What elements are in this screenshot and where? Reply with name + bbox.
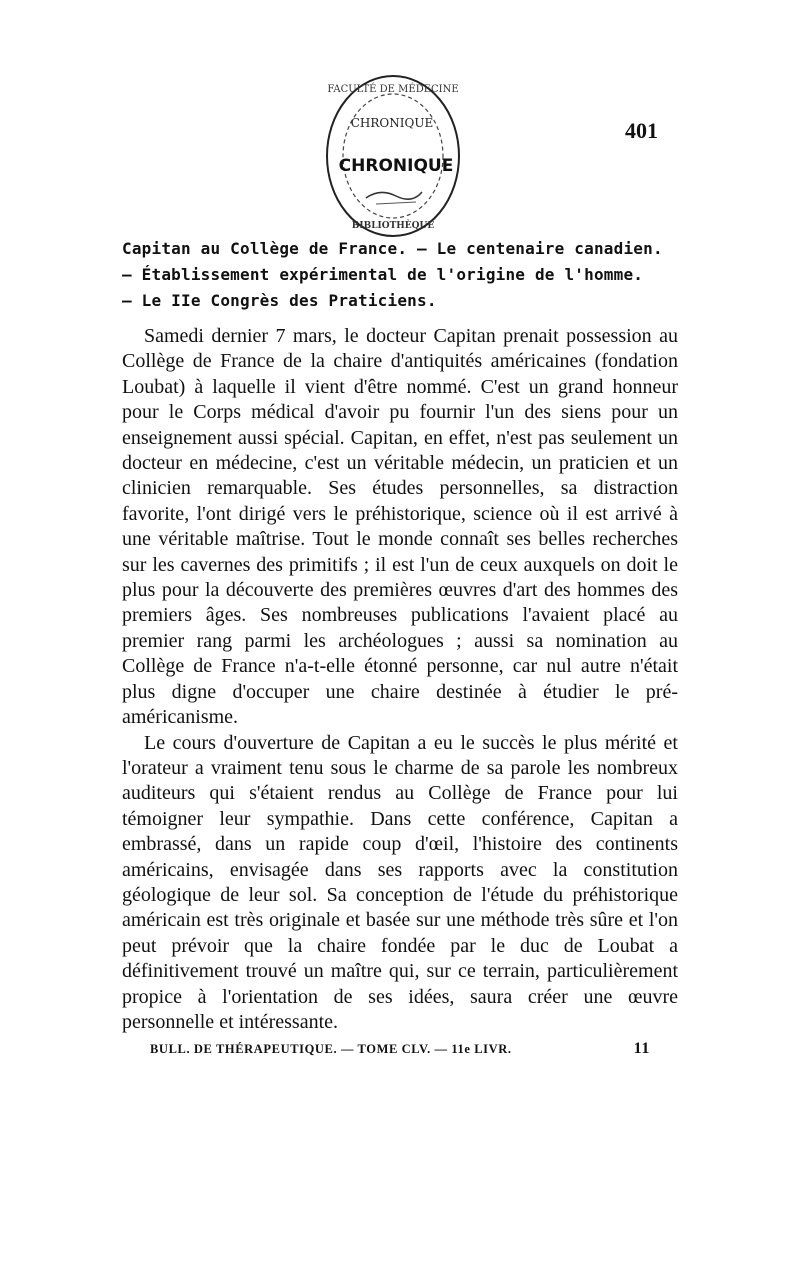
summary-line: — Établissement expérimental de l'origine de l'homme.	[122, 265, 644, 284]
summary-line: — Le IIe Congrès des Praticiens.	[122, 291, 437, 310]
library-stamp	[318, 70, 468, 242]
article-body	[122, 324, 678, 1035]
footer-signature-number: 11	[633, 1040, 650, 1057]
paragraph: Samedi dernier 7 mars, le docteur Capitan prenait possession au Collège de France de la chaire d'antiquités américaines (fondation Loubat) à laquelle il vient d'être nommé. C'est un grand honneur pour le Corps médical d'avoir pu fournir l'un des siens pour un enseignement aussi spécial. Capitan, en effet, n'est pas seulement un docteur en médecine, c'est un véritable médecin, un praticien et un clinicien remarquable. Ses études personnelles, sa distraction favorite, l'ont dirigé vers le préhistorique, science où il est arrivé à une véritable maîtrise. Tout le monde connaît ses belles recherches sur les cavernes des primitifs ; il est l'un de ceux auxquels on doit le plus pour la découverte des premières œuvres d'art des hommes des premiers âges. Ses nombreuses publications l'avaient placé au premier rang parmi les archéologues ; aussi sa nomination au Collège de France n'a-t-elle étonné personne, car nul autre n'était plus digne d'occuper une chaire destinée à étudier le pré-américanisme.	[122, 325, 678, 729]
paragraph: Le cours d'ouverture de Capitan a eu le succès le plus mérité et l'orateur a vraiment tenu sous le charme de sa parole les nombreux auditeurs qui s'étaient rendus au Collège de France pour lui témoigner leur sympathie. Dans cette conférence, Capitan a embrassé, dans un rapide coup d'œil, l'histoire des continents américains, envisagée dans ses rapports avec la constitution géologique de leur sol. Sa conception de l'étude du préhistorique américain est très originale et basée sur une méthode très sûre et l'on peut prévoir que la chaire fondée par le duc de Loubat a définitivement trouvé un maître qui, sur ce terrain, particulièrement propice à l'orientation de ses idées, saura créer une œuvre personnelle et intéressante.	[122, 731, 678, 1033]
stamp-ring-top-text: FACULTÉ DE MÉDECINE	[327, 84, 459, 95]
stamp-inner-label: CHRONIQUE	[350, 116, 434, 130]
stamp-overprint-label: CHRONIQUE	[338, 156, 454, 176]
footer-journal-reference: BULL. DE THÉRAPEUTIQUE. — TOME CLV. — 11e LIVR.	[150, 1042, 512, 1056]
page-number: 401	[625, 118, 658, 143]
stamp-ring-bottom-text: BIBLIOTHÈQUE	[351, 221, 435, 231]
chronicle-summary	[122, 236, 682, 314]
page-footer	[150, 1040, 650, 1058]
summary-line: Capitan au Collège de France. — Le centenaire canadien.	[122, 239, 663, 258]
